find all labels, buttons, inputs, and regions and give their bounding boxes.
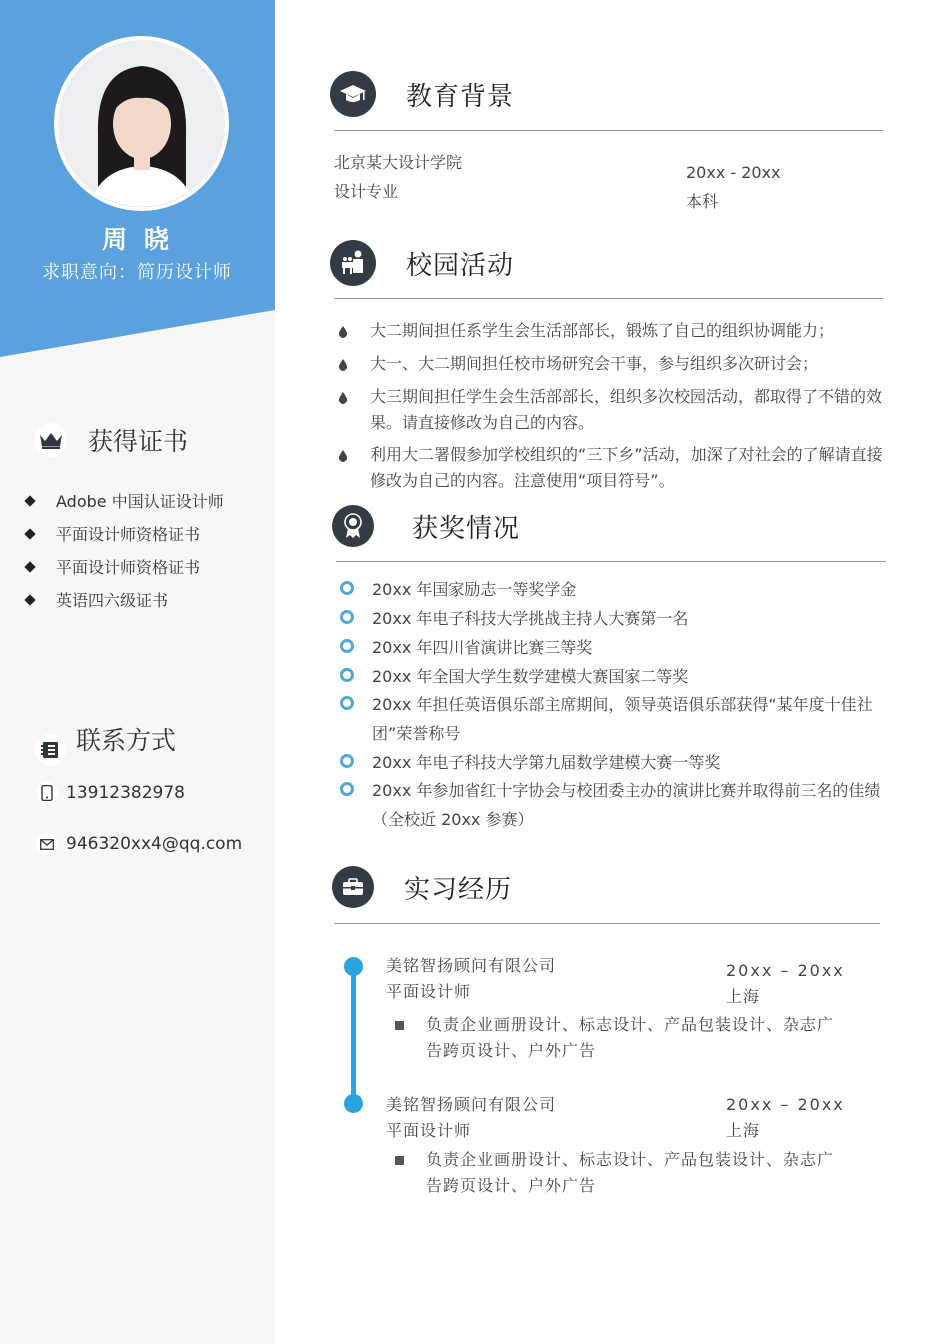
ring-bullet-icon [340, 581, 354, 595]
section-divider [334, 298, 883, 299]
square-bullet-icon [395, 1021, 404, 1030]
drop-bullet-icon [338, 392, 348, 404]
contact-heading [34, 712, 176, 766]
list-item: 20xx 年国家励志一等奖学金 [340, 575, 885, 604]
list-item: 20xx 年四川省演讲比赛三等奖 [340, 633, 885, 662]
list-item: 利用大二署假参加学校组织的“三下乡”活动，加深了对社会的了解请直接修改为自己的内容。注意使用“项目符号”。 [338, 442, 883, 494]
list-item: 平面设计师资格证书 [24, 517, 224, 550]
education-period: 20xx - 20xx [686, 163, 781, 182]
crown-icon [34, 423, 68, 457]
graduation-cap-icon [330, 71, 376, 117]
profile-photo [54, 36, 229, 211]
list-item: 20xx 年担任英语俱乐部主席期间，领导英语俱乐部获得“某年度十佳社团”荣誉称号 [340, 690, 885, 748]
section-divider [336, 561, 886, 562]
job-role: 平面设计师 [386, 1121, 472, 1140]
list-item: 20xx 年参加省红十字协会与校团委主办的演讲比赛并取得前三名的佳绩（全校近 20xx 参赛） [340, 776, 885, 834]
internship-heading [332, 866, 512, 908]
drop-bullet-icon [338, 326, 348, 338]
contact-book-icon [34, 734, 66, 766]
medal-icon [332, 505, 374, 547]
list-item: 大二期间担任系学生会生活部部长，锻炼了自己的组织协调能力； [338, 318, 883, 344]
ring-bullet-icon [340, 668, 354, 682]
email-icon [36, 833, 58, 855]
person-portrait-icon [58, 40, 225, 207]
timeline-dot [344, 957, 363, 976]
company-name: 美铭智扬顾问有限公司 [386, 956, 557, 975]
briefcase-icon [332, 866, 374, 908]
list-item: 大一、大二期间担任校市场研究会干事，参与组织多次研讨会； [338, 351, 883, 377]
activities-title: 校园活动 [406, 250, 515, 281]
job-objective: 求职意向：简历设计师 [42, 262, 232, 283]
candidate-name: 周 晓 [102, 225, 173, 254]
list-item: 大三期间担任学生会生活部部长，组织多次校园活动，都取得了不错的效果。请直接修改为自己的内容。 [338, 384, 883, 436]
job-period: 20xx – 20xx [726, 961, 845, 980]
ring-bullet-icon [340, 639, 354, 653]
degree: 本科 [686, 192, 719, 211]
section-divider [334, 923, 880, 924]
list-item: Adobe 中国认证设计师 [24, 484, 224, 517]
job-duty: 负责企业画册设计、标志设计、产品包装设计、杂志广告跨页设计、户外广告 [426, 1150, 835, 1195]
activities-heading [330, 240, 514, 286]
major: 设计专业 [334, 182, 399, 201]
ring-bullet-icon [340, 754, 354, 768]
timeline-line [351, 966, 356, 1104]
job-duty: 负责企业画册设计、标志设计、产品包装设计、杂志广告跨页设计、户外广告 [426, 1015, 835, 1060]
phone-icon [36, 782, 58, 804]
job-period: 20xx – 20xx [726, 1095, 845, 1114]
sidebar [0, 0, 275, 1344]
job-location: 上海 [726, 987, 761, 1006]
diamond-bullet-icon [24, 495, 35, 506]
certificates-title: 获得证书 [88, 427, 189, 456]
email-row [36, 833, 242, 855]
email-address[interactable]: 946320xx4@qq.com [66, 834, 243, 854]
drop-bullet-icon [338, 359, 348, 371]
awards-heading [332, 505, 520, 547]
internship-title: 实习经历 [404, 874, 513, 905]
phone-number[interactable]: 13912382978 [66, 783, 185, 803]
diamond-bullet-icon [24, 528, 35, 539]
contact-title: 联系方式 [76, 726, 177, 755]
group-meeting-icon [330, 240, 376, 286]
list-item: 英语四六级证书 [24, 583, 224, 616]
phone-row [36, 782, 185, 804]
square-bullet-icon [395, 1156, 404, 1165]
job-role: 平面设计师 [386, 982, 472, 1001]
education-heading [330, 71, 514, 117]
drop-bullet-icon [338, 450, 348, 462]
school-name: 北京某大设计学院 [334, 153, 463, 172]
list-item: 20xx 年电子科技大学第九届数学建模大赛一等奖 [340, 748, 885, 777]
job-location: 上海 [726, 1121, 761, 1140]
awards-title: 获奖情况 [412, 513, 521, 544]
certificate-list [24, 484, 224, 616]
section-divider [334, 130, 883, 131]
list-item: 20xx 年电子科技大学挑战主持人大赛第一名 [340, 604, 885, 633]
diamond-bullet-icon [24, 561, 35, 572]
education-title: 教育背景 [406, 81, 515, 112]
timeline-dot [344, 1094, 363, 1113]
list-item: 平面设计师资格证书 [24, 550, 224, 583]
list-item: 20xx 年全国大学生数学建模大赛国家二等奖 [340, 662, 885, 691]
ring-bullet-icon [340, 696, 354, 710]
ring-bullet-icon [340, 610, 354, 624]
certificates-heading [34, 422, 188, 458]
diamond-bullet-icon [24, 594, 35, 605]
ring-bullet-icon [340, 782, 354, 796]
company-name: 美铭智扬顾问有限公司 [386, 1095, 557, 1114]
